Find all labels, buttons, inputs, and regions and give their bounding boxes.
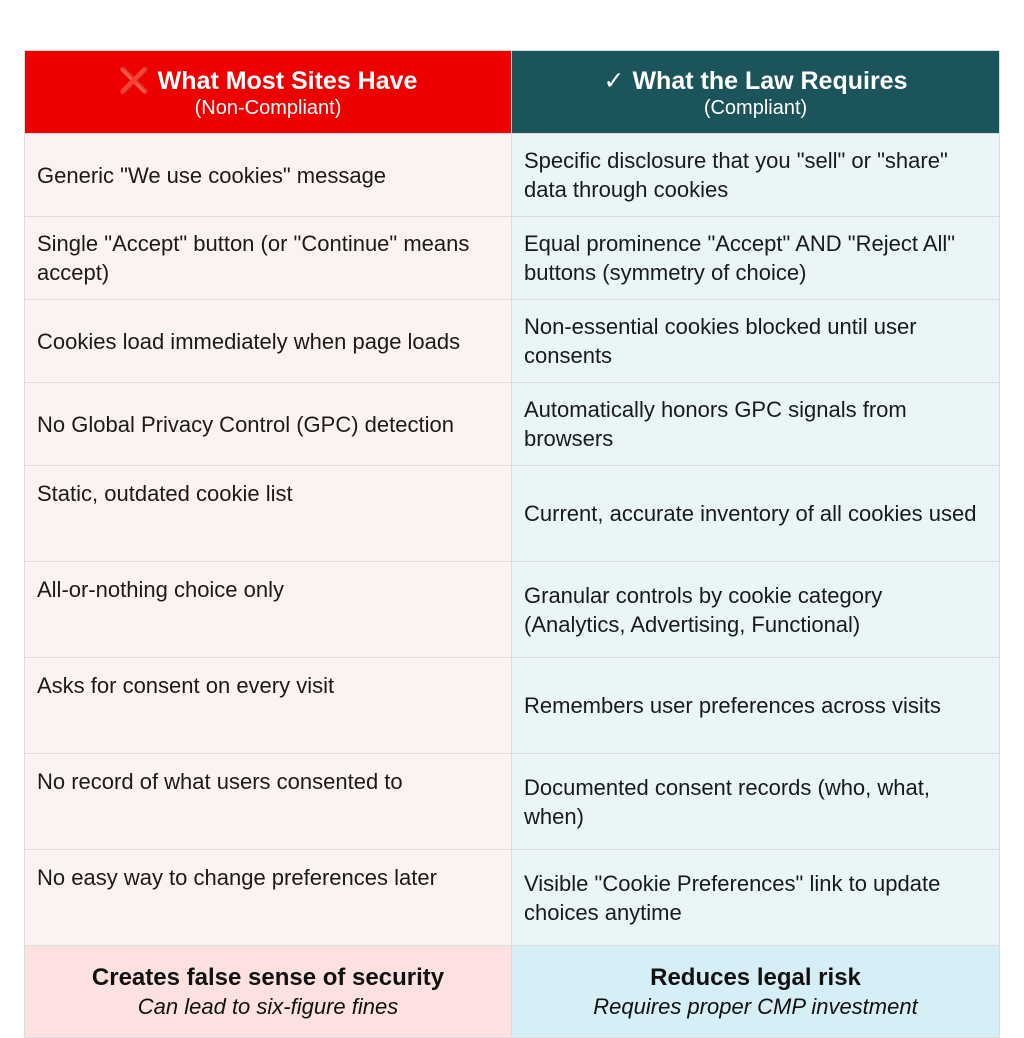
row-8-compliant: Documented consent records (who, what, when) [512,754,1000,850]
footer-left-title: Creates false sense of security [91,963,445,991]
row-8-non-compliant: No record of what users consented to [25,754,512,850]
header-compliant [512,51,1000,134]
table-row [25,466,1000,562]
table-row [25,754,1000,850]
footer-right-title: Reduces legal risk [650,963,861,991]
table-row [25,134,1000,217]
row-2-non-compliant: Single "Accept" button (or "Continue" means accept) [25,217,512,300]
row-9-non-compliant: No easy way to change preferences later [25,850,512,946]
footer-left-subtitle: Can lead to six-figure fines [137,993,399,1019]
row-3-compliant: Non-essential cookies blocked until user consents [512,300,1000,383]
row-1-non-compliant: Generic "We use cookies" message [25,134,512,217]
header-non-compliant [25,51,512,134]
header-row [25,51,1000,134]
row-7-non-compliant: Asks for consent on every visit [25,658,512,754]
row-5-non-compliant: Static, outdated cookie list [25,466,512,562]
header-left-title: What Most Sites Have [157,67,418,95]
table-row [25,658,1000,754]
row-4-non-compliant: No Global Privacy Control (GPC) detection [25,383,512,466]
table-row [25,562,1000,658]
row-1-compliant: Specific disclosure that you "sell" or "share" data through cookies [512,134,1000,217]
row-5-compliant: Current, accurate inventory of all cookies used [512,466,1000,562]
header-left-subtitle: (Non-Compliant) [194,97,342,119]
table-row [25,383,1000,466]
row-3-non-compliant: Cookies load immediately when page loads [25,300,512,383]
check-mark-icon: ✓ [603,67,625,95]
footer-right-subtitle: Requires proper CMP investment [593,993,918,1019]
cross-mark-icon: ❌ [118,67,150,95]
row-7-compliant: Remembers user preferences across visits [512,658,1000,754]
row-2-compliant: Equal prominence "Accept" AND "Reject All" buttons (symmetry of choice) [512,217,1000,300]
table-row [25,217,1000,300]
row-4-compliant: Automatically honors GPC signals from browsers [512,383,1000,466]
comparison-table [24,50,1000,1038]
table-row [25,850,1000,946]
row-9-compliant: Visible "Cookie Preferences" link to update choices anytime [512,850,1000,946]
header-right-subtitle: (Compliant) [703,97,808,119]
row-6-compliant: Granular controls by cookie category (Analytics, Advertising, Functional) [512,562,1000,658]
header-right-title: What the Law Requires [632,67,908,95]
row-6-non-compliant: All-or-nothing choice only [25,562,512,658]
table-row [25,300,1000,383]
